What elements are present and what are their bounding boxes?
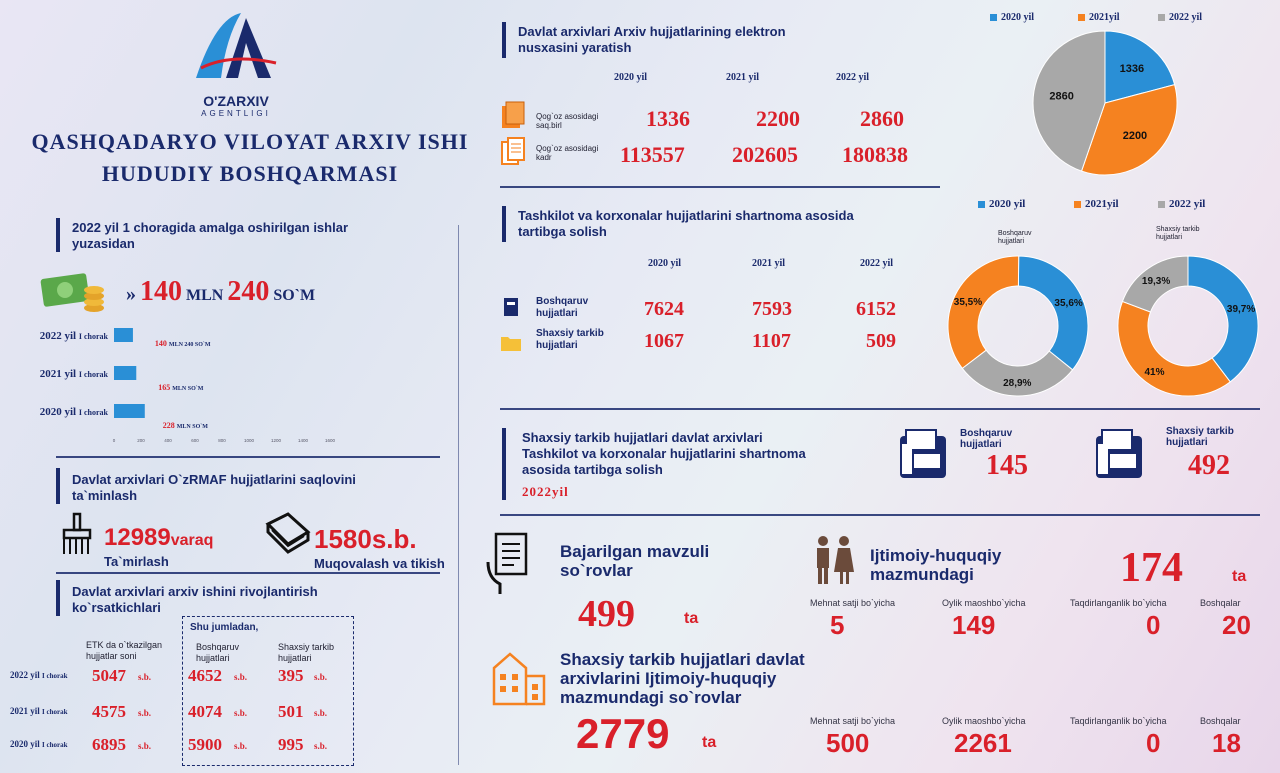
dev-unit: s.b. bbox=[314, 741, 328, 751]
divider bbox=[500, 408, 1260, 410]
section-marker bbox=[502, 428, 506, 500]
social-value: 5 bbox=[830, 610, 845, 640]
contracts-row1-value: 7624 bbox=[644, 298, 684, 320]
legend-item: 2022 yil bbox=[1158, 198, 1205, 210]
social-total: 174 bbox=[1120, 545, 1183, 591]
ozrmaf-item1-value: 12989 bbox=[104, 524, 171, 551]
documents-icon bbox=[500, 136, 526, 171]
legend-item: 2020 yil bbox=[990, 12, 1034, 23]
axis-tick-label: 600 bbox=[191, 438, 199, 443]
divider bbox=[500, 514, 1260, 516]
double-arrow-icon: » bbox=[126, 283, 136, 305]
personnel-social-value: 2261 bbox=[954, 728, 1012, 758]
legend-item: 2020 yil bbox=[978, 198, 1025, 210]
axis-tick-label: 0 bbox=[112, 438, 116, 443]
logo-mark-icon bbox=[186, 8, 286, 88]
contracts-year: 2021 yil bbox=[752, 258, 786, 269]
file-cabinet-icon bbox=[898, 426, 950, 487]
revenue-amount-a: 140 bbox=[140, 276, 182, 307]
slice-label: 35,5% bbox=[953, 296, 983, 308]
pie-slice bbox=[1118, 301, 1230, 396]
social-cat: Mehnat satji bo`yicha bbox=[810, 598, 896, 608]
dev-unit: s.b. bbox=[138, 741, 152, 751]
section-marker bbox=[502, 206, 506, 242]
personnel-social-unit: ta bbox=[702, 734, 717, 751]
ozrmaf-heading: Davlat arxivlari O`zRMAF hujjatlarini saqlovini ta`minlash bbox=[72, 472, 356, 503]
personnel-social-value: 500 bbox=[826, 728, 870, 758]
data-label: 165 MLN SO`M bbox=[158, 383, 204, 392]
dev-etk-value: 4575 bbox=[92, 702, 126, 721]
ozrmaf-item1 bbox=[104, 524, 213, 552]
personnel-item1-value: 145 bbox=[986, 450, 1028, 481]
social-heading: Ijtimoiy-huquqiy mazmundagi bbox=[870, 546, 1002, 584]
money-icon bbox=[40, 270, 106, 314]
social-cat: Oylik maoshbo`yicha bbox=[942, 598, 1026, 608]
category-label: 2020 yil I chorak bbox=[39, 406, 108, 418]
page-title-line2: HUDUDIY BOSHQARMASI bbox=[101, 161, 399, 186]
dev-row-year: 2022 yil bbox=[10, 670, 40, 680]
electronic-row1-value: 2860 bbox=[860, 106, 904, 131]
category-label: 2022 yil I chorak bbox=[39, 330, 108, 342]
shaxsiy-donut-chart bbox=[1116, 254, 1260, 398]
electronic-row2-value: 202605 bbox=[732, 142, 798, 167]
personnel-social-value: 18 bbox=[1212, 728, 1241, 758]
personnel-social-heading: Shaxsiy tarkib hujjatlari davlat arxivlarini Ijtimoiy-huquqiy mazmundagi so`rovlar bbox=[560, 650, 805, 707]
axis-tick-label: 1600 bbox=[324, 438, 336, 443]
legend-item: 2022 yil bbox=[1158, 12, 1202, 23]
slice-label: 19,3% bbox=[1141, 275, 1171, 287]
data-label: 228 MLN SO`M bbox=[162, 421, 208, 430]
contracts-row2-value: 509 bbox=[866, 330, 896, 352]
dev-row-q: I chorak bbox=[42, 708, 68, 716]
personnel-social-cat: Oylik maoshbo`yicha bbox=[942, 716, 1026, 726]
legend-item: 2021yil bbox=[1078, 12, 1120, 23]
vertical-divider bbox=[458, 225, 459, 765]
dev-etk-value: 5047 bbox=[92, 666, 126, 685]
contracts-row1-value: 7593 bbox=[752, 298, 792, 320]
electronic-row1-value: 1336 bbox=[646, 106, 690, 131]
section-marker bbox=[56, 468, 60, 504]
category-label: 2021 yil I chorak bbox=[39, 368, 108, 380]
dev-unit: s.b. bbox=[314, 672, 328, 682]
revenue-bar-chart bbox=[0, 318, 420, 448]
contracts-heading: Tashkilot va korxonalar hujjatlarini shartnoma asosida tartibga solish bbox=[518, 208, 854, 239]
slice-label: 41% bbox=[1144, 366, 1165, 378]
section-marker bbox=[502, 22, 506, 58]
dev-shax-value: 995 bbox=[278, 735, 304, 754]
axis-tick-label: 400 bbox=[164, 438, 172, 443]
dev-unit: s.b. bbox=[234, 708, 248, 718]
dev-row-year: 2020 yil bbox=[10, 739, 40, 749]
divider bbox=[500, 186, 940, 188]
slice-label: 39,7% bbox=[1226, 304, 1256, 316]
ozrmaf-item2-value: 1580s.b. bbox=[314, 524, 417, 554]
personnel-year: 2022yil bbox=[522, 484, 569, 499]
dev-etk-value: 6895 bbox=[92, 735, 126, 754]
contracts-row1-value: 6152 bbox=[856, 298, 896, 320]
dev-unit: s.b. bbox=[138, 672, 152, 682]
personnel-item2-label: Shaxsiy tarkib hujjatlari bbox=[1166, 426, 1234, 448]
axis-tick-label: 1000 bbox=[243, 438, 255, 443]
section-marker bbox=[56, 580, 60, 616]
pie-slice bbox=[1188, 256, 1258, 382]
building-icon bbox=[490, 646, 548, 711]
contracts-year: 2022 yil bbox=[860, 258, 894, 269]
dev-row-year: 2021 yil bbox=[10, 706, 40, 716]
folder-icon bbox=[500, 334, 522, 357]
contracts-row2-label: Shaxsiy tarkib hujjatlari bbox=[536, 328, 604, 351]
personnel-social-cat: Taqdirlanganlik bo`yicha bbox=[1070, 716, 1167, 726]
dev-col-boshqaruv: Boshqaruv hujjatlari bbox=[196, 642, 240, 663]
social-unit: ta bbox=[1232, 568, 1247, 585]
dev-col-etk: ETK da o`tkazilgan hujjatlar soni bbox=[86, 640, 163, 661]
dev-shax-value: 395 bbox=[278, 666, 304, 685]
dev-shu-jumladan: Shu jumladan, bbox=[190, 622, 259, 633]
ozrmaf-item1-label: Ta`mirlash bbox=[104, 554, 169, 569]
slice-label: 2860 bbox=[1049, 90, 1074, 103]
dev-bosh-value: 4074 bbox=[188, 702, 222, 721]
ozrmaf-item2-label: Muqovalash va tikish bbox=[314, 556, 445, 571]
donut2-title: Shaxsiy tarkib hujjatlari bbox=[1156, 226, 1200, 241]
revenue-amount bbox=[126, 276, 315, 308]
social-cat: Boshqalar bbox=[1200, 598, 1241, 608]
personnel-item1-label: Boshqaruv hujjatlari bbox=[960, 428, 1013, 450]
electronic-row2-label: Qog`oz asosidagi kadr bbox=[536, 144, 599, 162]
slice-label: 28,9% bbox=[1003, 377, 1032, 389]
logo-name: O'ZARXIV bbox=[203, 93, 269, 109]
axis-tick-label: 1200 bbox=[270, 438, 282, 443]
dev-row bbox=[8, 735, 368, 757]
dev-unit: s.b. bbox=[234, 672, 248, 682]
contracts-row1-label: Boshqaruv hujjatlari bbox=[536, 296, 589, 319]
slice-label: 35,6% bbox=[1054, 298, 1083, 310]
social-value: 0 bbox=[1146, 610, 1161, 640]
dev-row-q: I chorak bbox=[42, 672, 68, 680]
logo-sub: AGENTLIGI bbox=[201, 109, 271, 118]
axis-tick-label: 1400 bbox=[297, 438, 309, 443]
legend-item: 2021yil bbox=[1074, 198, 1119, 210]
electronic-row1-value: 2200 bbox=[756, 106, 800, 131]
dev-row-q: I chorak bbox=[42, 741, 68, 749]
social-value: 20 bbox=[1222, 610, 1251, 640]
queries-unit: ta bbox=[684, 610, 699, 627]
dev-bosh-value: 5900 bbox=[188, 735, 222, 754]
electronic-year: 2021 yil bbox=[726, 72, 760, 83]
dev-unit: s.b. bbox=[138, 708, 152, 718]
social-cat: Taqdirlanganlik bo`yicha bbox=[1070, 598, 1167, 608]
revenue-amount-b: 240 bbox=[227, 276, 270, 307]
dev-shax-value: 501 bbox=[278, 702, 304, 721]
section-marker bbox=[56, 218, 60, 252]
personnel-social-value: 0 bbox=[1146, 728, 1161, 758]
donut1-title: Boshqaruv hujjatlari bbox=[998, 230, 1032, 245]
file-cabinet-icon bbox=[1094, 426, 1146, 487]
divider bbox=[56, 456, 440, 458]
electronic-pie-chart bbox=[1030, 28, 1180, 178]
queries-heading: Bajarilgan mavzuli so`rovlar bbox=[560, 542, 710, 580]
page-title-line1: QASHQADARYO VILOYAT ARXIV ISHI bbox=[31, 129, 469, 154]
folder-stack-icon bbox=[500, 100, 526, 135]
electronic-year: 2020 yil bbox=[614, 72, 648, 83]
axis-tick-label: 200 bbox=[137, 438, 145, 443]
dev-unit: s.b. bbox=[314, 708, 328, 718]
dev-col-shaxsiy: Shaxsiy tarkib hujjatlari bbox=[278, 642, 335, 663]
elderly-couple-icon bbox=[808, 534, 860, 591]
electronic-row1-label: Qog`oz asosidagi saq.birl bbox=[536, 112, 599, 130]
dev-unit: s.b. bbox=[234, 741, 248, 751]
revenue-heading: 2022 yil 1 choragida amalga oshirilgan ishlar yuzasidan bbox=[72, 220, 349, 251]
pie-slice bbox=[962, 350, 1072, 396]
personnel-social-total: 2779 bbox=[576, 710, 670, 757]
bar bbox=[114, 328, 133, 342]
ozrmaf-item1-unit: varaq bbox=[170, 532, 214, 549]
personnel-social-cat: Mehnat satji bo`yicha bbox=[810, 716, 896, 726]
electronic-heading: Davlat arxivlari Arxiv hujjatlarining elektron nusxasini yaratish bbox=[518, 24, 786, 55]
divider bbox=[56, 572, 440, 574]
book-icon bbox=[264, 510, 312, 561]
boshqaruv-donut-chart bbox=[946, 254, 1090, 398]
contracts-row2-value: 1067 bbox=[644, 330, 684, 352]
pie-slice bbox=[948, 256, 1019, 368]
contracts-row2-value: 1107 bbox=[752, 330, 791, 352]
personnel-item2-value: 492 bbox=[1188, 450, 1230, 481]
page-title bbox=[0, 126, 500, 190]
data-label: 140 MLN 240 SO`M bbox=[154, 339, 211, 348]
brush-icon bbox=[58, 512, 98, 561]
revenue-unit-b: SO`M bbox=[273, 287, 316, 304]
bar bbox=[114, 366, 136, 380]
social-value: 149 bbox=[952, 610, 996, 640]
electronic-row2-value: 113557 bbox=[620, 142, 685, 167]
personnel-social-cat: Boshqalar bbox=[1200, 716, 1241, 726]
logo bbox=[186, 8, 286, 118]
dev-bosh-value: 4652 bbox=[188, 666, 222, 685]
electronic-row2-value: 180838 bbox=[842, 142, 908, 167]
revenue-unit-a: MLN bbox=[186, 287, 224, 304]
queries-value: 499 bbox=[578, 593, 635, 635]
bar bbox=[114, 404, 145, 418]
document-hand-icon bbox=[484, 532, 530, 601]
slice-label: 1336 bbox=[1119, 63, 1145, 76]
binder-icon bbox=[502, 296, 520, 323]
development-heading: Davlat arxivlari arxiv ishini rivojlantirish ko`rsatkichlari bbox=[72, 584, 318, 615]
personnel-heading: Shaxsiy tarkib hujjatlari davlat arxivlari Tashkilot va korxonalar hujjatlarini shartnoma asosida tartibga solish bbox=[522, 430, 806, 477]
dev-row bbox=[8, 666, 368, 688]
pie-slice bbox=[1018, 256, 1088, 370]
dev-row bbox=[8, 702, 368, 724]
slice-label: 2200 bbox=[1122, 130, 1148, 143]
electronic-year: 2022 yil bbox=[836, 72, 870, 83]
axis-tick-label: 800 bbox=[218, 438, 226, 443]
contracts-year: 2020 yil bbox=[648, 258, 682, 269]
